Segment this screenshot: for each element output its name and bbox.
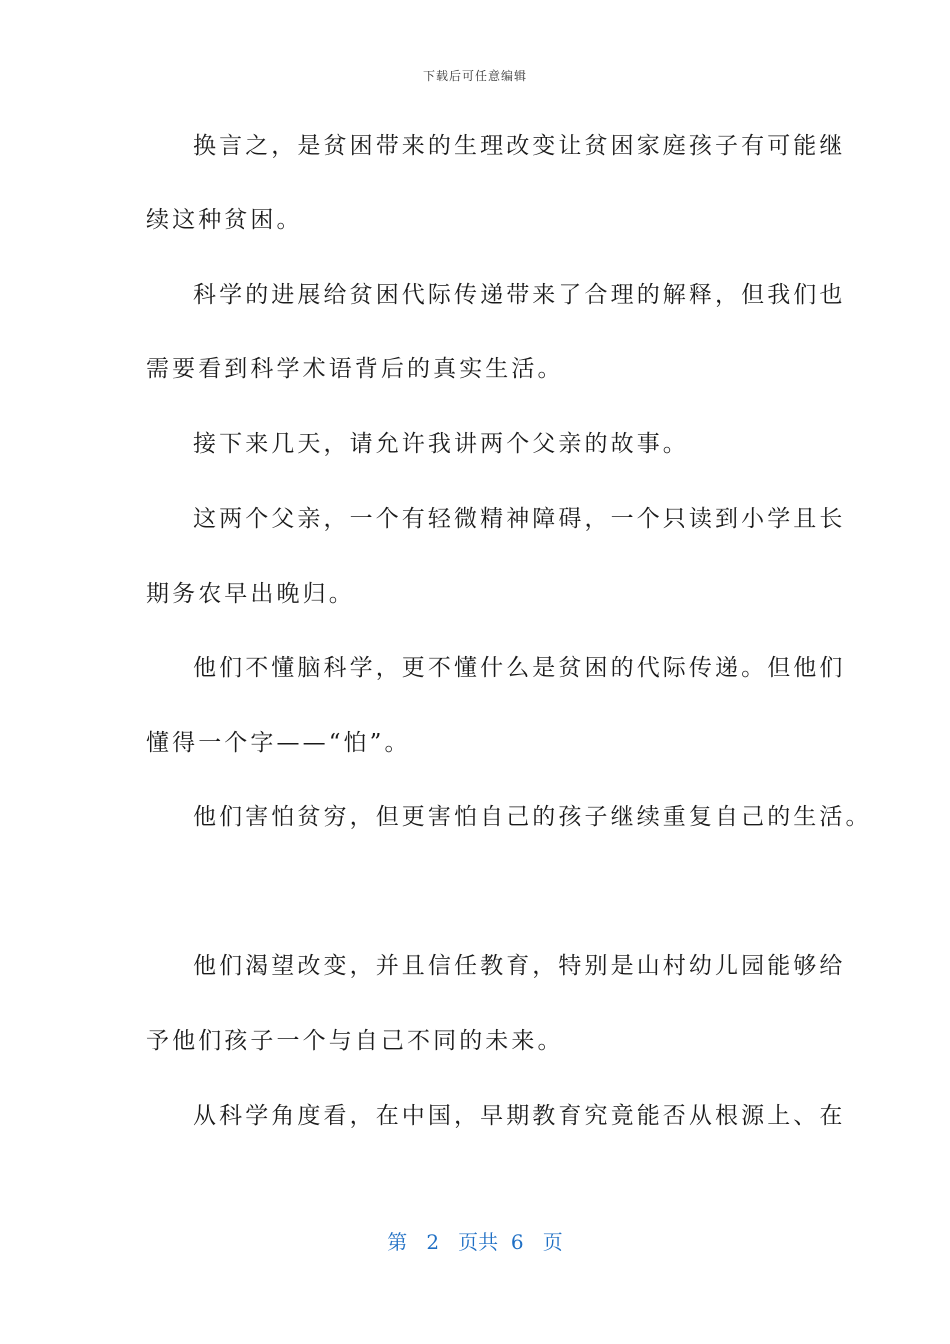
footer-suffix: 页 [542,1230,563,1254]
text-line: 他们不懂脑科学，更不懂什么是贫困的代际传递。但他们 [193,655,846,681]
text-line: 这两个父亲，一个有轻微精神障碍，一个只读到小学且长 [193,506,846,532]
text-line: 懂得一个字——“怕”。 [146,730,411,756]
text-line: 他们渴望改变，并且信任教育，特别是山村幼儿园能够给 [193,953,846,979]
page-number-footer [0,1226,950,1255]
footer-prefix: 第 [387,1230,408,1254]
text-line: 从科学角度看，在中国，早期教育究竟能否从根源上、在 [193,1103,846,1129]
header-note: 下载后可任意编辑 [422,69,527,83]
text-line: 接下来几天，请允许我讲两个父亲的故事。 [193,431,689,457]
current-page-number: 2 [426,1230,440,1254]
text-line: 换言之，是贫困带来的生理改变让贫困家庭孩子有可能继 [193,133,846,159]
text-line: 需要看到科学术语背后的真实生活。 [146,356,564,382]
text-line: 科学的进展给贫困代际传递带来了合理的解释，但我们也 [193,282,846,308]
text-line: 续这种贫困。 [146,207,303,233]
text-line: 他们害怕贫穷，但更害怕自己的孩子继续重复自己的生活。 [193,804,872,830]
text-line: 予他们孩子一个与自己不同的未来。 [146,1028,564,1054]
text-line: 期务农早出晚归。 [146,581,355,607]
total-pages-number: 6 [510,1230,524,1254]
footer-middle: 页共 [458,1230,499,1254]
